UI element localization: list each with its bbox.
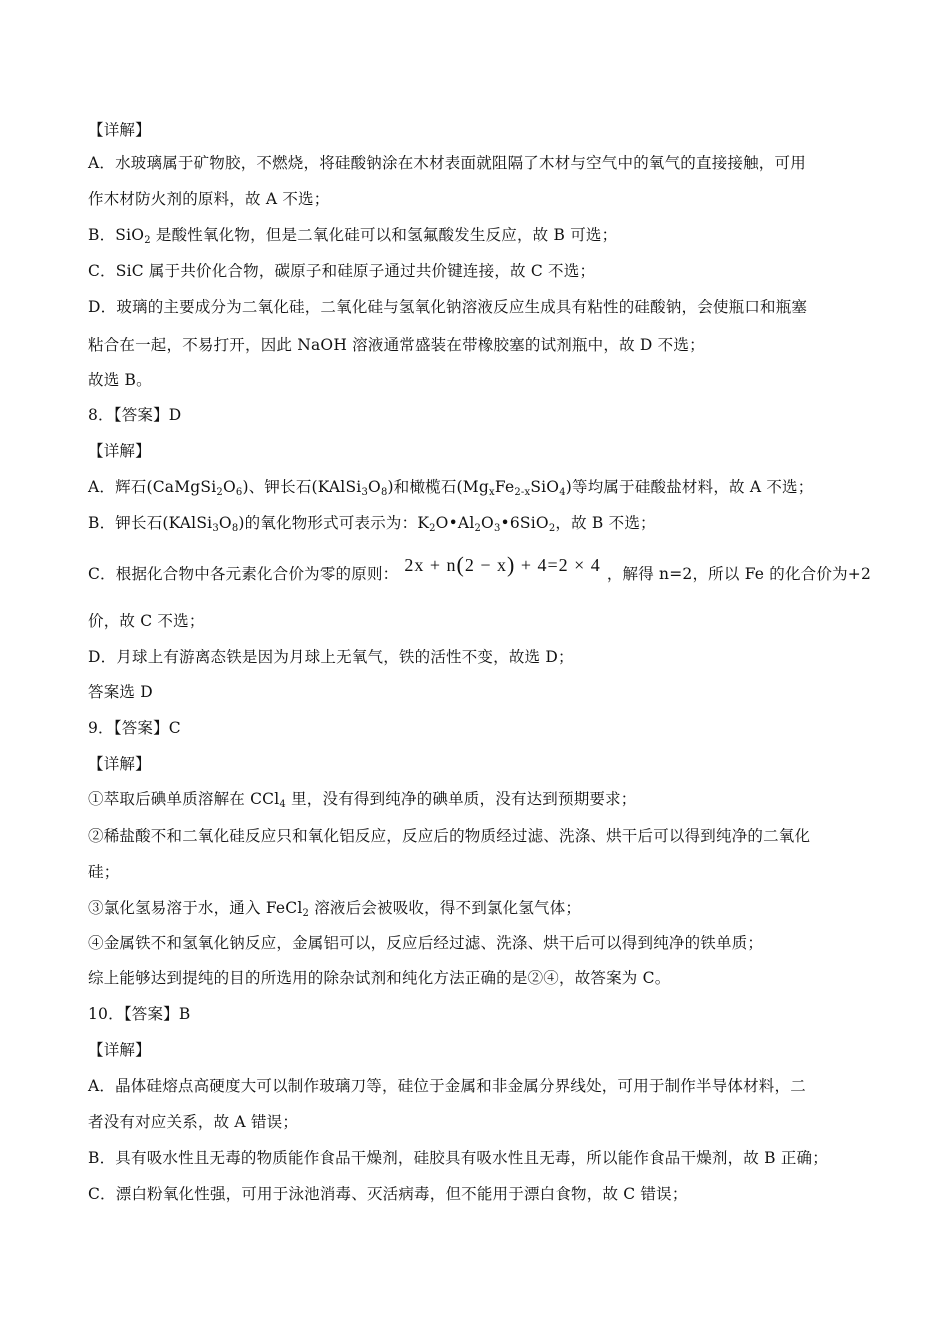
s7-detail-heading: 【详解】: [88, 121, 151, 139]
s9-item-1: ①萃取后碘单质溶解在 CCl$_4$ 里，没有得到纯净的碘单质，没有达到预期要求；: [88, 790, 637, 810]
s10-option-a-line1: A．晶体硅熔点高硬度大可以制作玻璃刀等，硅位于金属和非金属分界线处，可用于制作半导体材料，二: [88, 1077, 806, 1095]
s7-option-d-line1: D．玻璃的主要成分为二氧化硅，二氧化硅与氢氧化钠溶液反应生成具有粘性的硅酸钠，会使瓶口和瓶塞: [88, 298, 808, 316]
s8-option-b: B．钾长石$(KAlSi_3O_8)$的氧化物形式可表示为：$K_2O•Al_2O_3•6SiO_2$，故 B 不选；: [88, 514, 656, 534]
s8-conclusion: 答案选 D: [88, 683, 153, 701]
s9-answer: 9．【答案】C: [88, 719, 181, 737]
s9-conclusion: 综上能够达到提纯的目的所选用的除杂试剂和纯化方法正确的是②④，故答案为 C。: [88, 969, 671, 987]
s7-option-a-line1: A．水玻璃属于矿物胶，不燃烧，将硅酸钠涂在木材表面就阻隔了木材与空气中的氧气的直接接触，可用: [88, 154, 806, 172]
s7-conclusion: 故选 B。: [88, 371, 152, 389]
s10-option-b: B．具有吸水性且无毒的物质能作食品干燥剂，硅胶具有吸水性且无毒，所以能作食品干燥剂，故 B 正确；: [88, 1149, 828, 1167]
s9-detail-heading: 【详解】: [88, 755, 151, 773]
s9-item-2-line1: ②稀盐酸不和二氧化硅反应只和氧化铝反应，反应后的物质经过滤、洗涤、烘干后可以得到纯净的二氧化: [88, 827, 811, 845]
s9-item-4: ④金属铁不和氢氧化钠反应，金属铝可以，反应后经过滤、洗涤、烘干后可以得到纯净的铁单质；: [88, 934, 764, 952]
s9-item-3: ③氯化氢易溶于水，通入 FeCl$_2$ 溶液后会被吸收，得不到氯化氢气体；: [88, 899, 582, 919]
s8-option-c-line1: C．根据化合物中各元素化合价为零的原则： 2x + n(2 − x) + 4=2 × 4 ，解得 n=2，所以 Fe 的化合价为+2: [88, 552, 872, 583]
s7-option-a-line2: 作木材防火剂的原料，故 A 不选；: [88, 190, 330, 208]
s7-option-c: C．SiC 属于共价化合物，碳原子和硅原子通过共价键连接，故 C 不选；: [88, 262, 596, 280]
s8-answer: 8．【答案】D: [88, 406, 182, 424]
s8-option-a: A．辉石$(CaMgSi_2O_6)$、钾长石$(KAlSi_3O_8)$和橄榄石$(Mg_xFe_{2-x}SiO_4)$等均属于硅酸盐材料，故 A 不选；: [88, 478, 814, 498]
s10-option-a-line2: 者没有对应关系，故 A 错误；: [88, 1113, 299, 1131]
valence-equation: 2x + n(2 − x) + 4=2 × 4: [404, 552, 601, 577]
s8-option-c-line2: 价，故 C 不选；: [88, 612, 205, 630]
s7-option-b: B．SiO$_2$ 是酸性氧化物，但是二氧化硅可以和氢氟酸发生反应，故 B 可选；: [88, 226, 618, 246]
s8-detail-heading: 【详解】: [88, 442, 151, 460]
s9-item-2-line2: 硅；: [88, 863, 120, 881]
s10-detail-heading: 【详解】: [88, 1041, 151, 1059]
s10-option-c: C．漂白粉氧化性强，可用于泳池消毒、灭活病毒，但不能用于漂白食物，故 C 错误；: [88, 1185, 688, 1203]
s10-answer: 10．【答案】B: [88, 1005, 191, 1023]
s8-option-d: D．月球上有游离态铁是因为月球上无氧气，铁的活性不变，故选 D；: [88, 648, 574, 666]
s7-option-d-line2: 粘合在一起，不易打开，因此 NaOH 溶液通常盛装在带橡胶塞的试剂瓶中，故 D 不选；: [88, 336, 705, 354]
